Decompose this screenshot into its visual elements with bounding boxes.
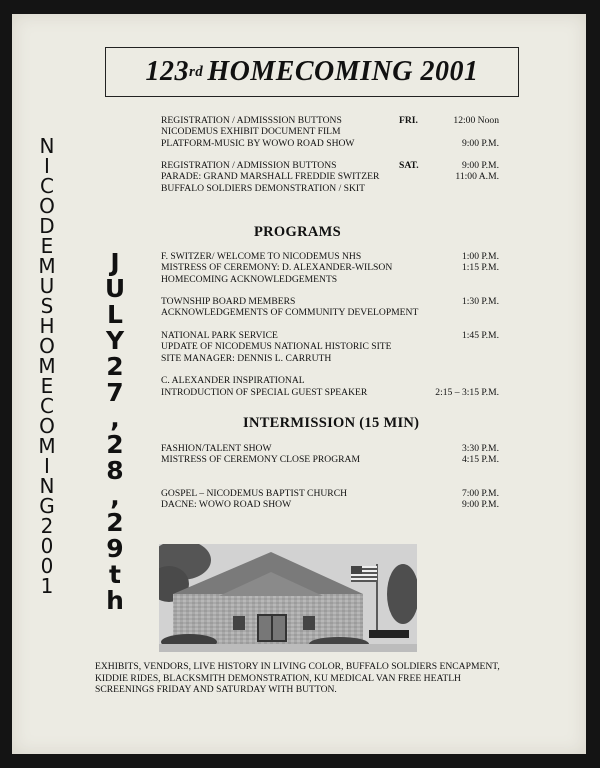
schedule-row	[161, 262, 499, 274]
vertical-title-letter: C	[40, 174, 54, 198]
flyer-title	[105, 47, 519, 97]
vertical-date-letter: ,	[110, 404, 120, 433]
schedule-row	[161, 488, 499, 500]
footer-line: KIDDIE RIDES, BLACKSMITH DEMONSTRATION, KU MEDICAL VAN FREE HEATLH	[95, 672, 461, 684]
evening-schedule	[161, 443, 499, 511]
opening-schedule	[161, 115, 499, 194]
event-time: 12:00 Noon	[453, 115, 499, 126]
vertical-date-letter: h	[106, 586, 124, 615]
programs-heading: PROGRAMS	[254, 224, 341, 240]
vertical-title-letter: E	[40, 374, 54, 398]
schedule-row	[161, 386, 499, 398]
event-description: DACNE: WOWO ROAD SHOW	[161, 499, 292, 511]
flyer-page	[12, 14, 586, 754]
schedule-row	[161, 330, 499, 342]
vertical-title-letter: N	[39, 474, 55, 498]
schedule-row	[161, 171, 499, 183]
event-time: 9:00 P.M.	[461, 160, 499, 172]
event-time: 11:00 A.M.	[455, 171, 499, 183]
vertical-date-letter: 2	[106, 430, 124, 459]
vertical-nicodemus-homecoming	[32, 136, 62, 596]
event-time: 1:00 P.M.	[461, 251, 499, 262]
vertical-title-letter: O	[39, 414, 55, 438]
vertical-title-letter: M	[38, 254, 56, 278]
event-description: NICODEMUS EXHIBIT DOCUMENT FILM	[161, 126, 341, 138]
vertical-date-letter: 8	[106, 456, 124, 485]
event-description: ACKNOWLEDGEMENTS OF COMMUNITY DEVELOPMENT	[161, 307, 419, 319]
vertical-title-letter: O	[39, 194, 55, 218]
event-day: SAT.	[399, 160, 419, 172]
event-description: PARADE: GRAND MARSHALL FREDDIE SWITZER	[161, 171, 380, 183]
event-time: 9:00 P.M.	[461, 499, 499, 511]
event-description: PLATFORM-MUSIC BY WOWO ROAD SHOW	[161, 137, 355, 149]
vertical-date-letter: t	[109, 560, 121, 589]
vertical-date-letter: 2	[106, 508, 124, 537]
schedule-row	[161, 443, 499, 454]
vertical-date-letter: J	[110, 248, 120, 277]
schedule-row	[161, 466, 491, 477]
vertical-title-letter: O	[39, 334, 55, 358]
event-description: REGISTRATION / ADMISSSION BUTTONS	[161, 115, 342, 126]
schedule-row	[161, 160, 499, 172]
church-building-image	[159, 544, 417, 652]
event-description: MISTRESS OF CEREMONY CLOSE PROGRAM	[161, 454, 361, 466]
event-time: 7:00 P.M.	[461, 488, 499, 500]
footer-line: EXHIBITS, VENDORS, LIVE HISTORY IN LIVING COLOR, BUFFALO SOLDIERS ENCAPMENT,	[95, 661, 500, 672]
event-time: 1:30 P.M.	[461, 296, 499, 308]
schedule-row	[161, 183, 491, 194]
vertical-title-letter: U	[39, 274, 55, 298]
schedule-row	[161, 499, 499, 511]
vertical-date-letter: 2	[106, 352, 124, 381]
schedule-row	[161, 454, 499, 466]
event-description: TOWNSHIP BOARD MEMBERS	[161, 296, 296, 308]
schedule-row	[161, 274, 491, 285]
schedule-row	[161, 296, 499, 308]
vertical-title-letter: 2	[40, 514, 54, 538]
event-time: 1:15 P.M.	[461, 262, 499, 274]
schedule-row	[161, 353, 491, 364]
title-number: 123	[145, 56, 189, 87]
schedule-row	[161, 364, 491, 375]
schedule-row	[161, 477, 491, 488]
title-ordinal: rd	[188, 63, 204, 80]
schedule-row	[161, 251, 499, 262]
event-description: GOSPEL – NICODEMUS BAPTIST CHURCH	[161, 488, 348, 500]
schedule-row	[161, 341, 491, 352]
vertical-title-letter: C	[40, 394, 54, 418]
vertical-date-letter: 9	[106, 534, 124, 563]
event-description: INTRODUCTION OF SPECIAL GUEST SPEAKER	[161, 386, 368, 398]
vertical-title-letter: 0	[40, 554, 54, 578]
vertical-date-letter: Y	[105, 326, 125, 355]
schedule-row	[161, 307, 491, 318]
vertical-date-letter: 7	[106, 378, 124, 407]
vertical-title-letter: H	[39, 314, 55, 338]
schedule-row	[161, 319, 491, 330]
vertical-july-dates	[98, 250, 132, 614]
event-description: FASHION/TALENT SHOW	[161, 443, 272, 454]
title-text: HOMECOMING 2001	[207, 56, 479, 87]
vertical-title-letter: 0	[40, 534, 54, 558]
event-description: REGISTRATION / ADMISSION BUTTONS	[161, 160, 337, 172]
footer-line: SCREENINGS FRIDAY AND SATURDAY WITH BUTTON.	[95, 684, 337, 695]
footer-notes	[95, 661, 535, 696]
vertical-title-letter: S	[40, 294, 54, 318]
event-time: 3:30 P.M.	[461, 443, 499, 454]
vertical-title-letter: N	[39, 134, 55, 158]
vertical-title-letter: M	[38, 354, 56, 378]
programs-schedule	[161, 251, 499, 398]
vertical-title-letter: 1	[40, 574, 54, 598]
vertical-title-letter: I	[44, 454, 50, 478]
event-description: BUFFALO SOLDIERS DEMONSTRATION / SKIT	[161, 182, 365, 194]
vertical-date-letter: ,	[110, 482, 120, 511]
vertical-title-letter: I	[44, 154, 50, 178]
schedule-row	[161, 149, 491, 160]
event-description: SITE MANAGER: DENNIS L. CARRUTH	[161, 352, 332, 364]
vertical-date-letter: L	[107, 300, 123, 329]
intermission-heading: INTERMISSION (15 MIN)	[243, 415, 420, 431]
event-time: 2:15 – 3:15 P.M.	[435, 386, 499, 398]
schedule-row	[161, 285, 491, 296]
vertical-title-letter: E	[40, 234, 54, 258]
schedule-row	[161, 115, 499, 126]
event-description: MISTRESS OF CEREMONY: D. ALEXANDER-WILSON	[161, 262, 393, 274]
vertical-title-letter: G	[39, 494, 55, 518]
event-day: FRI.	[399, 115, 418, 126]
event-time: 4:15 P.M.	[461, 454, 499, 466]
schedule-row	[161, 126, 491, 137]
vertical-title-letter: D	[39, 214, 55, 238]
event-time: 1:45 P.M.	[461, 330, 499, 342]
event-time: 9:00 P.M.	[461, 137, 499, 149]
event-description: UPDATE OF NICODEMUS NATIONAL HISTORIC SITE	[161, 341, 392, 353]
vertical-date-letter: U	[104, 274, 126, 303]
event-description: C. ALEXANDER INSPIRATIONAL	[161, 375, 305, 387]
schedule-row	[161, 137, 499, 149]
vertical-title-letter: M	[38, 434, 56, 458]
event-description: NATIONAL PARK SERVICE	[161, 330, 278, 342]
church-building-photo	[159, 544, 417, 652]
event-description: HOMECOMING ACKNOWLEDGEMENTS	[161, 273, 338, 285]
event-description: F. SWITZER/ WELCOME TO NICODEMUS NHS	[161, 251, 362, 262]
schedule-row	[161, 375, 491, 386]
